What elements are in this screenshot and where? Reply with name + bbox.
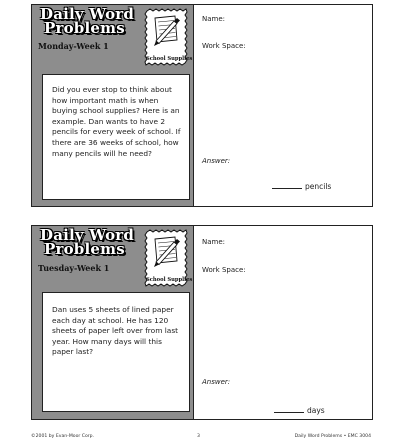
answer-unit: days <box>307 406 325 415</box>
answer-unit: pencils <box>305 182 332 191</box>
footer-page-number: 3 <box>197 434 200 439</box>
problem-card-tuesday <box>31 225 373 420</box>
answer-panel <box>193 5 372 206</box>
school-supplies-stamp <box>144 229 193 287</box>
problem-text-box: Did you ever stop to think about how important math is when buying school supplies? Here is an example. Dan wants to have 2 pencils for every week of school. If there are 36 weeks of school, how many pencils will he need? <box>42 74 190 200</box>
answer-blank[interactable] <box>272 182 302 189</box>
title-line-1: Daily Word <box>40 5 135 23</box>
day-label: Monday-Week 1 <box>38 41 109 51</box>
problem-text-box: Dan uses 5 sheets of lined paper each day at school. He has 120 sheets of paper left over from last year. How many days will this paper last? <box>42 292 190 412</box>
name-label: Name: <box>202 15 226 23</box>
footer-book-title: Daily Word Problems • EMC 3004 <box>294 434 371 439</box>
work-space-label: Work Space: <box>202 266 246 274</box>
answer-label: Answer: <box>202 157 231 165</box>
answer-blank[interactable] <box>274 406 304 413</box>
answer-label: Answer: <box>202 378 231 386</box>
problem-card-monday <box>31 4 373 207</box>
footer-copyright: ©2001 by Evan-Moor Corp. <box>31 434 95 439</box>
stamp-label: School Supplies <box>146 56 193 62</box>
card-left-area <box>32 226 193 419</box>
title-line-2: Problems <box>44 240 125 258</box>
card-title <box>40 7 134 35</box>
card-left-area <box>32 5 193 206</box>
answer-panel <box>193 226 372 419</box>
name-label: Name: <box>202 238 226 246</box>
title-line-1: Daily Word <box>40 226 135 244</box>
card-title <box>40 228 134 256</box>
work-space-label: Work Space: <box>202 42 246 50</box>
answer-line <box>272 182 331 191</box>
answer-line <box>274 406 325 415</box>
title-line-2: Problems <box>44 19 125 37</box>
school-supplies-stamp <box>144 8 193 66</box>
day-label: Tuesday-Week 1 <box>38 263 110 273</box>
stamp-label: School Supplies <box>146 277 193 283</box>
